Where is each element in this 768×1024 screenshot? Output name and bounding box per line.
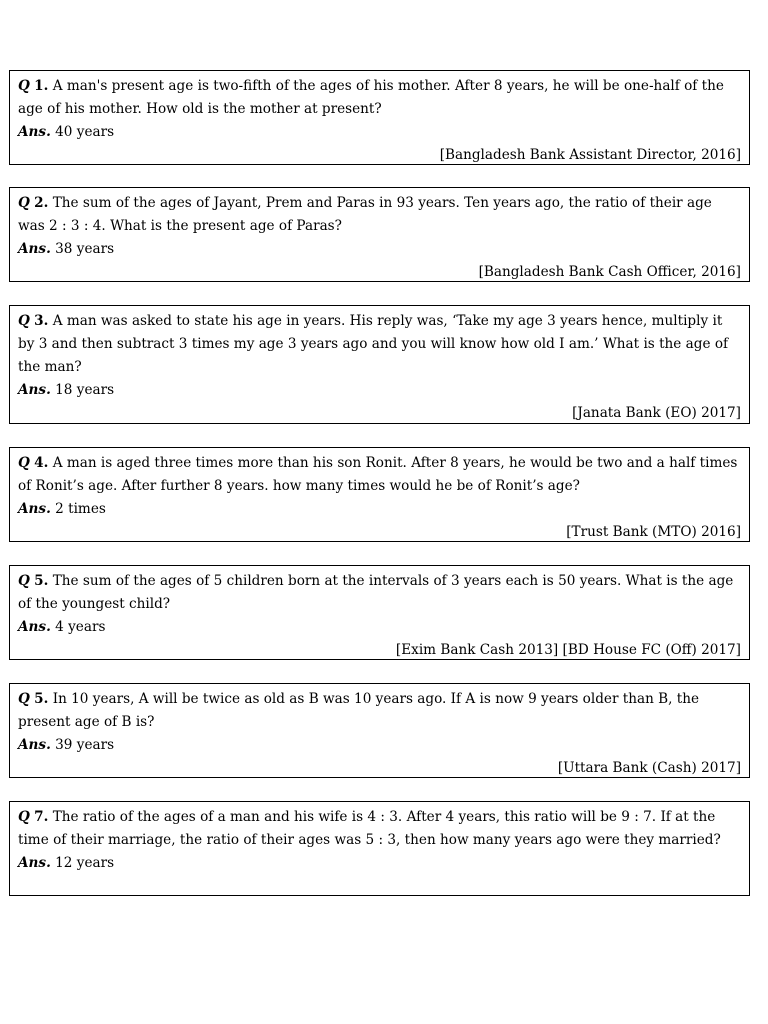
answer-value: 39 years bbox=[55, 737, 115, 753]
question-label: Q bbox=[18, 455, 30, 471]
question-body: The sum of the ages of Jayant, Prem and Paras in 93 years. Ten years ago, the ratio of their age was 2 : 3 : 4. What is the present age of Paras? bbox=[18, 195, 712, 234]
question-source: [Trust Bank (MTO) 2016] bbox=[566, 524, 741, 540]
answer-label: Ans. bbox=[18, 382, 51, 398]
answer-label: Ans. bbox=[18, 501, 51, 517]
question-source: [Exim Bank Cash 2013] [BD House FC (Off) 2017] bbox=[395, 642, 741, 658]
question-label: Q bbox=[18, 313, 30, 329]
answer-value: 18 years bbox=[55, 382, 115, 398]
question-box-5 bbox=[9, 565, 750, 660]
question-box-1 bbox=[9, 70, 750, 165]
answer-value: 4 years bbox=[55, 619, 106, 635]
question-number: 5. bbox=[34, 573, 49, 589]
answer-line bbox=[18, 238, 741, 261]
question-label: Q bbox=[18, 78, 30, 94]
question-body: In 10 years, A will be twice as old as B was 10 years ago. If A is now 9 years older than B, the present age of B is? bbox=[18, 691, 700, 730]
question-label: Q bbox=[18, 573, 30, 589]
question-text bbox=[18, 570, 741, 616]
question-body: The ratio of the ages of a man and his wife is 4 : 3. After 4 years, this ratio will be 9 : 7. If at the time of their marriage, the ratio of their ages was 5 : 3, then how many years ago were they married? bbox=[18, 809, 721, 848]
question-number: 3. bbox=[34, 313, 49, 329]
question-label: Q bbox=[18, 691, 30, 707]
answer-line bbox=[18, 379, 741, 402]
question-text bbox=[18, 192, 741, 238]
answer-line bbox=[18, 616, 741, 639]
question-body: A man's present age is two-fifth of the ages of his mother. After 8 years, he will be one-half of the age of his mother. How old is the mother at present? bbox=[18, 78, 724, 117]
answer-value: 38 years bbox=[55, 241, 115, 257]
question-body: A man was asked to state his age in years. His reply was, ‘Take my age 3 years hence, multiply it by 3 and then subtract 3 times my age 3 years ago and you will know how old I am.’ What is the age of the man? bbox=[18, 313, 729, 375]
question-number: 1. bbox=[34, 78, 49, 94]
question-label: Q bbox=[18, 809, 30, 825]
question-body: The sum of the ages of 5 children born at the intervals of 3 years each is 50 years. What is the age of the youngest child? bbox=[18, 573, 734, 612]
answer-line bbox=[18, 734, 741, 757]
answer-line bbox=[18, 498, 741, 521]
question-number: 5. bbox=[34, 691, 49, 707]
answer-line bbox=[18, 121, 741, 144]
answer-label: Ans. bbox=[18, 855, 51, 871]
question-text bbox=[18, 452, 741, 498]
question-text bbox=[18, 688, 741, 734]
answer-value: 12 years bbox=[55, 855, 115, 871]
question-body: A man is aged three times more than his son Ronit. After 8 years, he would be two and a half times of Ronit’s age. After further 8 years. how many times would he be of Ronit’s age? bbox=[18, 455, 738, 494]
question-source: [Uttara Bank (Cash) 2017] bbox=[557, 760, 741, 776]
question-box-6 bbox=[9, 683, 750, 778]
answer-label: Ans. bbox=[18, 737, 51, 753]
question-label: Q bbox=[18, 195, 30, 211]
question-text bbox=[18, 310, 741, 379]
question-text bbox=[18, 75, 741, 121]
question-number: 7. bbox=[34, 809, 49, 825]
answer-value: 2 times bbox=[55, 501, 106, 517]
answer-label: Ans. bbox=[18, 124, 51, 140]
question-box-2 bbox=[9, 187, 750, 282]
question-box-4 bbox=[9, 447, 750, 542]
question-number: 4. bbox=[34, 455, 49, 471]
question-source: [Bangladesh Bank Cash Officer, 2016] bbox=[478, 264, 741, 280]
question-box-3 bbox=[9, 305, 750, 424]
question-source: [Janata Bank (EO) 2017] bbox=[572, 405, 741, 421]
answer-label: Ans. bbox=[18, 619, 51, 635]
answer-line bbox=[18, 852, 741, 875]
question-number: 2. bbox=[34, 195, 49, 211]
question-text bbox=[18, 806, 741, 852]
question-box-7 bbox=[9, 801, 750, 896]
question-source: [Bangladesh Bank Assistant Director, 2016] bbox=[439, 147, 741, 163]
answer-label: Ans. bbox=[18, 241, 51, 257]
answer-value: 40 years bbox=[55, 124, 115, 140]
